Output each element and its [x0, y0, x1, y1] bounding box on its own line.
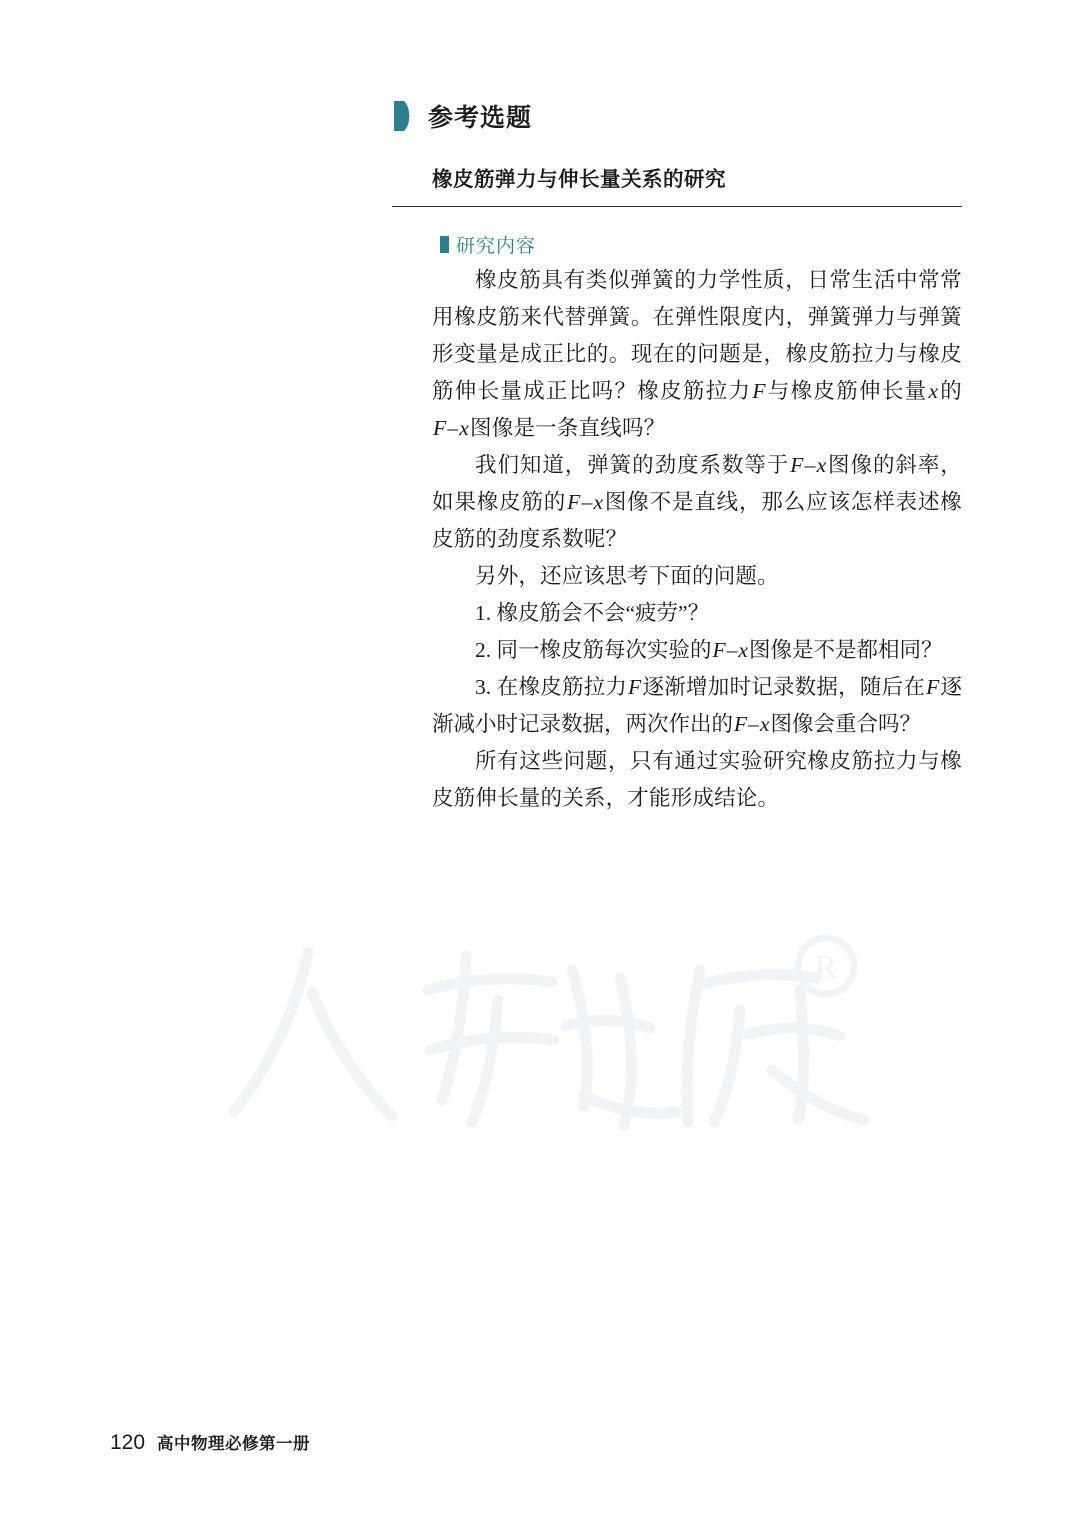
paragraph-1 [392, 262, 962, 447]
question-3-text: 3. 在橡皮筋拉力F逐渐增加时记录数据，随后在F逐渐减小时记录数据，两次作出的F–x图像会重合吗？ [432, 675, 962, 736]
sub-heading [440, 231, 962, 258]
subject-title: 橡皮筋弹力与伸长量关系的研究 [432, 168, 726, 191]
svg-text:R: R [814, 949, 838, 986]
question-1-text: 1. 橡皮筋会不会“疲劳”？ [475, 601, 710, 625]
paragraph-2 [392, 447, 962, 558]
paragraph-3: 另外，还应该思考下面的问题。 [475, 564, 779, 588]
question-2-text: 2. 同一橡皮筋每次实验的F–x图像是不是都相同？ [475, 638, 943, 662]
question-item-3 [392, 669, 962, 743]
book-title: 高中物理必修第一册 [157, 1435, 311, 1453]
page-content [392, 96, 962, 817]
page-footer [110, 1430, 310, 1455]
divider [392, 206, 962, 207]
bar-marker-icon [440, 236, 449, 253]
closing-paragraph: 所有这些问题，只有通过实验研究橡皮筋拉力与橡皮筋伸长量的关系，才能形成结论。 [432, 749, 962, 810]
publisher-watermark [180, 930, 880, 1160]
question-item-2 [392, 632, 962, 669]
paragraph-1-text: 橡皮筋具有类似弹簧的力学性质，日常生活中常常用橡皮筋来代替弹簧。在弹性限度内，弹簧弹力与弹簧形变量是成正比的。现在的问题是，橡皮筋拉力与橡皮筋伸长量成正比吗？橡皮筋拉力F与橡皮筋伸长量x的F–x图像是一条直线吗？ [432, 268, 962, 440]
sub-heading-label: 研究内容 [456, 236, 537, 257]
section-header [392, 96, 962, 136]
page-number: 120 [110, 1431, 146, 1454]
question-item-1 [392, 595, 962, 632]
section-label: 参考选题 [428, 104, 533, 132]
flag-marker-icon [392, 99, 414, 133]
paragraph-2-text: 我们知道，弹簧的劲度系数等于F–x图像的斜率，如果橡皮筋的F–x图像不是直线，那么应该怎样表述橡皮筋的劲度系数呢？ [432, 453, 963, 551]
